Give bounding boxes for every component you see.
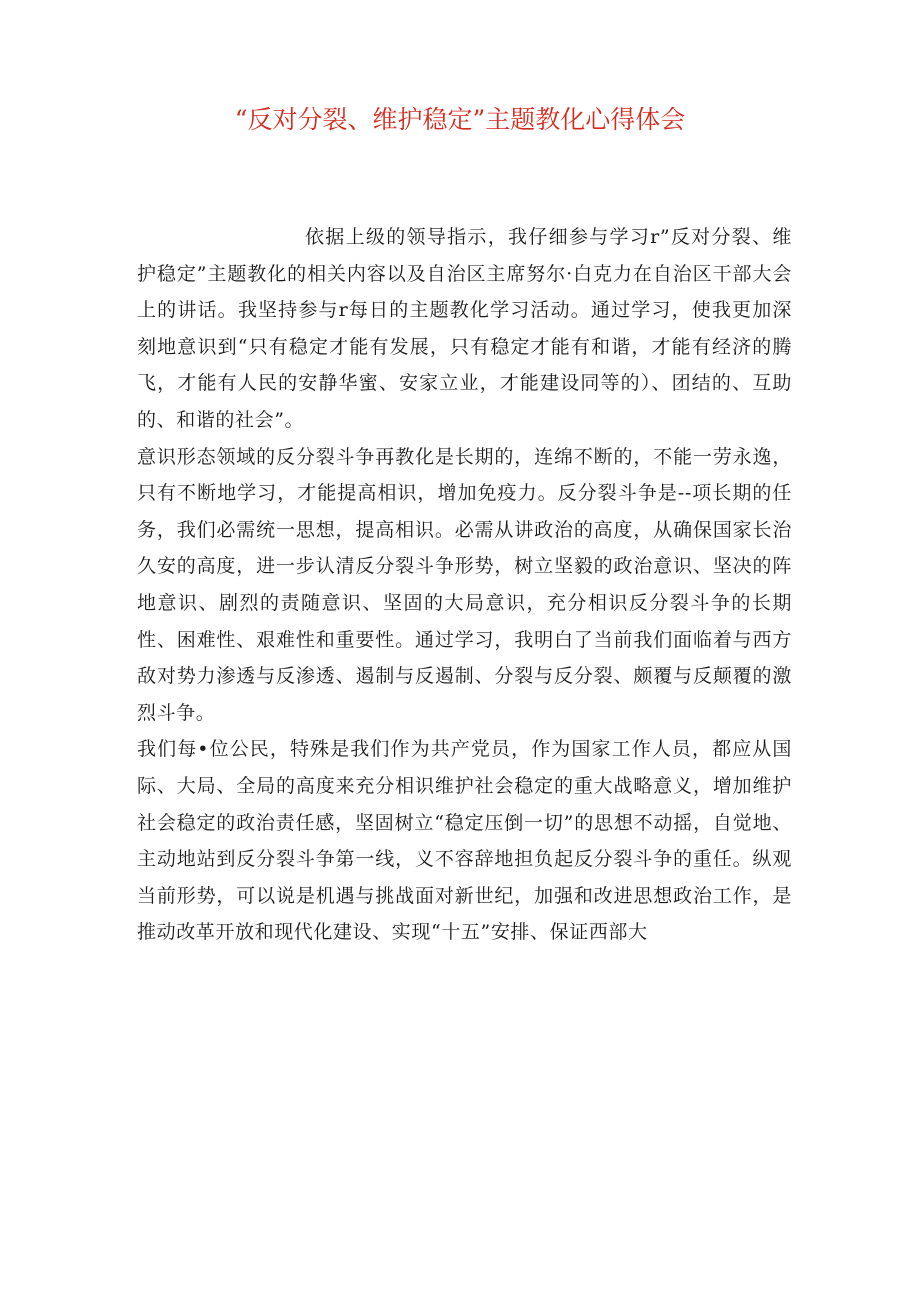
paragraph-2: 意识形态领域的反分裂斗争再教化是长期的，连绵不断的，不能一劳永逸，只有不断地学习，才能提高相识，增加免疫力。反分裂斗争是--项长期的任务，我们必需统一思想，提高相识。必需从讲政治的高度，从确保国家长治久安的高度，进一步认清反分裂斗争形势，树立坚毅的政治意识、坚决的阵地意识、剧烈的责随意识、坚固的大局意识，充分相识反分裂斗争的长期性、困难性、艰难性和重要性。通过学习，我明白了当前我们面临着与西方敌对势力渗透与反渗透、遏制与反遏制、分裂与反分裂、颇覆与反颠覆的激烈斗争。 (137, 445, 792, 724)
paragraph-1: 依据上级的领导指示，我仔细参与学习r”反对分裂、维护稳定”主题教化的相关内容以及自治区主席努尔·白克力在自治区干部大会上的讲话。我坚持参与r每日的主题教化学习活动。通过学习，使我更加深刻地意识到“只有稳定才能有发展，只有稳定才能有和谐，才能有经济的腾飞，才能有人民的安静华蜜、安家立业，才能建设同等的）、团结的、互助的、和谐的社会”。 (137, 226, 792, 431)
document-title: “反对分裂、维护稳定”主题教化心得体会 (234, 105, 686, 134)
paragraph-3: 我们每•位公民，特殊是我们作为共产党员，作为国家工作人员，都应从国际、大局、全局的高度来充分相识维护社会稳定的重大战略意义，增加维护社会稳定的政治责任感，坚固树立“稳定压倒一切”的思想不动摇，自觉地、主动地站到反分裂斗争第一线，义不容辞地担负起反分裂斗争的重任。纵观当前形势，可以说是机遇与挑战面对新世纪，加强和改进思想政治工作，是推动改革开放和现代化建设、实现“十五”安排、保证西部大 (137, 738, 792, 944)
document-body (137, 219, 792, 951)
